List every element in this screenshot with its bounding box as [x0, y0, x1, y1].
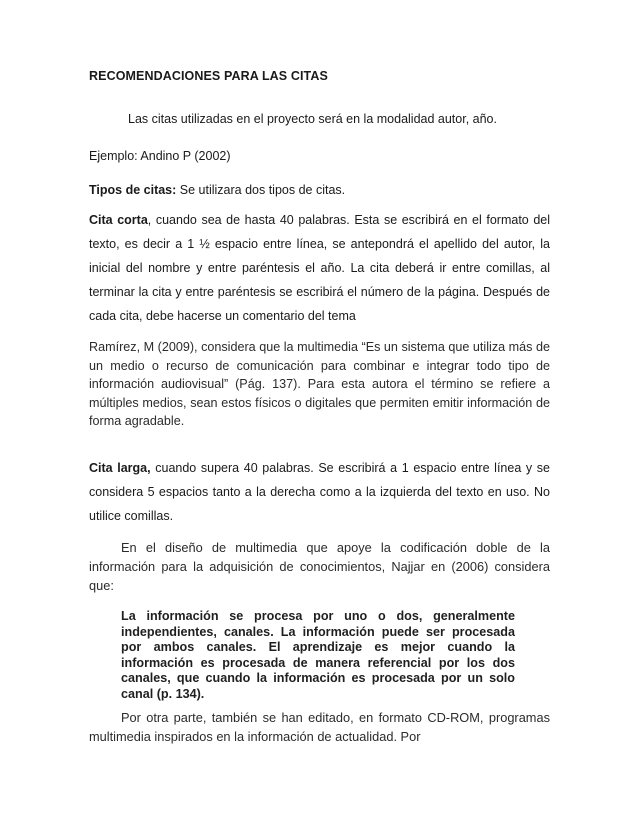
citation-types-paragraph: [89, 183, 345, 197]
short-citation-paragraph: [89, 208, 550, 328]
short-citation-text: , cuando sea de hasta 40 palabras. Esta se escribirá en el formato del texto, es decir a 1 ½ espacio entre línea, se antepondrá el apellido del autor, la inicial del nombre y entre paréntesis el año. La cita deberá ir entre comillas, al terminar la cita y entre paréntesis se escribirá el número de la página. Después de cada cita, debe hacerse un comentario del tema: [89, 213, 551, 323]
intro-paragraph: Las citas utilizadas en el proyecto será en la modalidad autor, año.: [128, 112, 497, 126]
example-paragraph: Ejemplo: Andino P (2002): [89, 149, 231, 163]
citation-types-label: Tipos de citas:: [89, 183, 177, 197]
short-citation-label: Cita corta: [89, 213, 148, 227]
long-citation-paragraph: [89, 456, 550, 528]
long-citation-example-intro: [89, 538, 550, 595]
citation-types-text: Se utilizara dos tipos de citas.: [176, 183, 346, 197]
long-citation-label: Cita larga,: [89, 461, 151, 475]
long-citation-example-block: La información se procesa por uno o dos, generalmente independientes, canales. La información puede ser procesada por ambos canales. El aprendizaje es mejor cuando la información es procesada de manera referencial por los dos canales, que cuando la información es procesada por un solo canal (p. 134).: [121, 609, 515, 701]
long-citation-text: cuando supera 40 palabras. Se escribirá a 1 espacio entre línea y se considera 5 espacios tanto a la derecha como a la izquierda del texto en uso. No utilice comillas.: [89, 461, 551, 523]
long-citation-intro-text: En el diseño de multimedia que apoye la codificación doble de la información para la adquisición de conocimientos, Najjar en (2006) considera que:: [89, 540, 550, 593]
document-heading: RECOMENDACIONES PARA LAS CITAS: [89, 69, 328, 83]
long-citation-after-text: Por otra parte, también se han editado, en formato CD-ROM, programas multimedia inspirados en la información de actualidad. Por: [89, 710, 550, 744]
long-citation-example-after: [89, 708, 550, 746]
short-citation-example: Ramírez, M (2009), considera que la multimedia “Es un sistema que utiliza más de un medio o recurso de comunicación para combinar e integrar todo tipo de información audiovisual” (Pág. 137). Para esta autora el término se refiere a múltiples medios, sean estos físicos o digitales que permiten emitir información de forma agradable.: [89, 340, 550, 428]
